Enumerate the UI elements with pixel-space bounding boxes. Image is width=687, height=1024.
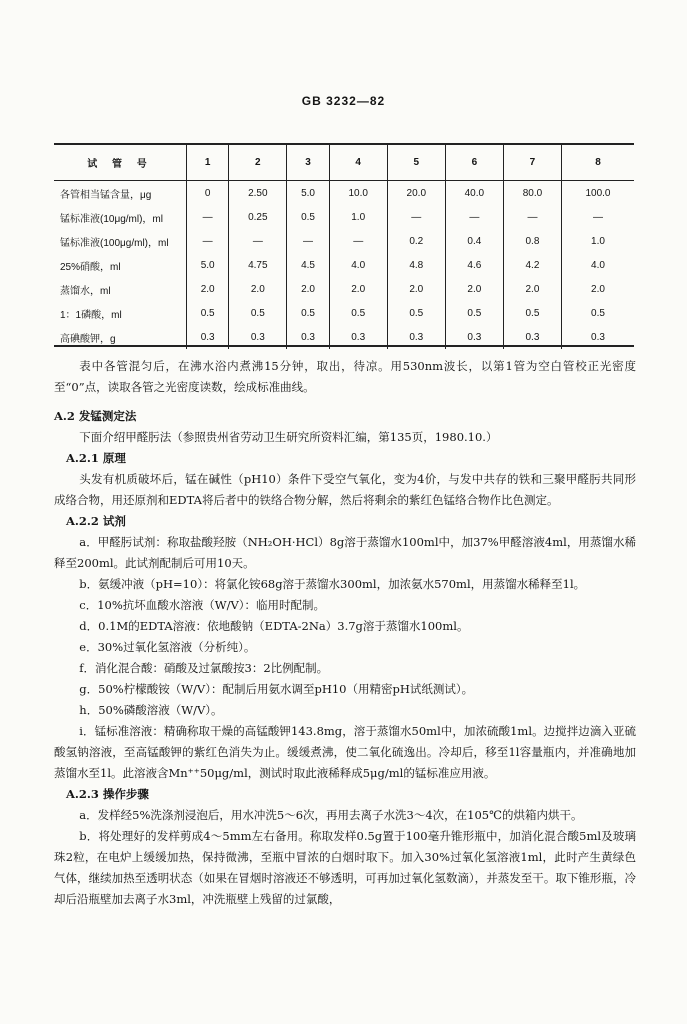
row-label: 高碘酸钾，g	[54, 325, 187, 349]
step-item: a．发样经5%洗涤剂浸泡后，用水冲洗5～6次，再用去离子水洗3～4次，在105℃的烘箱内烘干。	[79, 808, 583, 822]
table-cell: 2.0	[503, 277, 561, 301]
reagent-item: f．消化混合酸：硝酸及过氯酸按3：2比例配制。	[79, 661, 329, 675]
table-row	[54, 205, 634, 229]
table-cell: 2.0	[329, 277, 387, 301]
table-cell: 0.5	[287, 301, 329, 325]
table-cell: 0.3	[287, 325, 329, 349]
table-row	[54, 277, 634, 301]
table-cell: 0.25	[229, 205, 287, 229]
table-cell: —	[187, 229, 229, 253]
column-header-tube-7: 7	[503, 144, 561, 181]
reagent-item: i．锰标准溶液：精确称取干燥的高锰酸钾143.8mg，溶于蒸馏水50ml中，加浓硫酸1ml。边搅拌边滴入亚硫酸氢钠溶液，至高锰酸钾的紫红色消失为止。缓缓煮沸，使二氧化硫逸出。冷却后，移至1l容量瓶内，并准确地加蒸馏水至1l。此溶液含Mn⁺⁺50μg/ml，测试时取此液稀释成5μg/ml的锰标准应用液。	[54, 724, 636, 780]
table-cell: —	[592, 211, 603, 223]
reagent-item: g．50%柠檬酸铵（W/V）：配制后用氨水调至pH10（用精密pH试纸测试）。	[79, 682, 474, 696]
row-label: 25%硝酸，ml	[54, 253, 187, 277]
table-row	[54, 229, 634, 253]
table-cell: 20.0	[387, 181, 445, 206]
column-header-label: 试 管 号	[54, 144, 187, 181]
table-cell: 2.0	[187, 277, 229, 301]
table-cell: —	[329, 229, 387, 253]
step-list	[54, 805, 636, 910]
table-cell: 0.5	[187, 301, 229, 325]
table-cell: 0.8	[503, 229, 561, 253]
table-cell: 2.0	[287, 277, 329, 301]
column-header-tube-1: 1	[187, 144, 229, 181]
table-row	[54, 301, 634, 325]
table-cell: 4.75	[229, 253, 287, 277]
row-label: 1：1磷酸，ml	[54, 301, 187, 325]
section-a2-heading: A.2 发锰测定法	[54, 409, 137, 423]
section-a23-heading: A.2.3 操作步骤	[66, 787, 149, 801]
column-header-tube-4: 4	[329, 144, 387, 181]
table-cell: 2.0	[591, 283, 605, 295]
column-header-tube-6: 6	[445, 144, 503, 181]
table-cell: —	[387, 205, 445, 229]
table-cell: 4.2	[503, 253, 561, 277]
reagent-item: h．50%磷酸溶液（W/V）。	[79, 703, 223, 717]
table-cell: 0.3	[503, 325, 561, 349]
reagent-item: c．10%抗坏血酸水溶液（W/V）：临用时配制。	[79, 598, 326, 612]
table-cell: 0	[187, 181, 229, 206]
table-cell: 0.2	[387, 229, 445, 253]
body-text	[54, 356, 636, 910]
column-header-tube-2: 2	[229, 144, 287, 181]
section-a21-text: 头发有机质破坏后，锰在碱性（pH10）条件下受空气氧化，变为4价，与发中共存的铁和三聚甲醛肟共同形成络合物，用还原剂和EDTA将后者中的铁络合物分解，然后将剩余的紫红色锰络合物作比色测定。	[54, 472, 636, 507]
reagent-item: b．氨缓冲液（pH=10）：将氯化铵68g溶于蒸馏水300ml，加浓氨水570ml，用蒸馏水稀释至1l。	[79, 577, 586, 591]
section-a2-intro: 下面介绍甲醛肟法（参照贵州省劳动卫生研究所资料汇编，第135页，1980.10.）	[79, 430, 498, 444]
table-cell: 100.0	[585, 187, 611, 199]
table-cell: 0.5	[445, 301, 503, 325]
row-label: 各管相当锰含量，μg	[54, 181, 187, 206]
table-cell: —	[503, 205, 561, 229]
column-header-tube-8: 8	[561, 144, 634, 181]
column-header-tube-3: 3	[287, 144, 329, 181]
step-item: b．将处理好的发样剪成4～5mm左右备用。称取发样0.5g置于100毫升锥形瓶中，加消化混合酸5ml及玻璃珠2粒，在电炉上缓缓加热，保持微沸，至瓶中冒浓的白烟时取下。加入30%过氧化氢溶液1ml，此时产生黄绿色气体，继续加热至透明状态（如果在冒烟时溶液还不够透明，可再加过氧化氢数滴），并蒸发至干。取下锥形瓶，冷却后沿瓶壁加去离子水3ml，冲洗瓶壁上残留的过氯酸，	[54, 829, 636, 906]
reagent-item: a．甲醛肟试剂：称取盐酸羟胺（NH₂OH·HCl）8g溶于蒸馏水100ml中，加37%甲醛溶液4ml，用蒸馏水稀释至200ml。此试剂配制后可用10天。	[54, 535, 636, 570]
table-cell: 10.0	[329, 181, 387, 206]
section-a21-heading: A.2.1 原理	[66, 451, 126, 465]
table-cell: —	[187, 205, 229, 229]
table-cell: 0.5	[329, 301, 387, 325]
table-cell: 0.3	[591, 331, 605, 343]
table-cell: 80.0	[503, 181, 561, 206]
column-header-tube-5: 5	[387, 144, 445, 181]
table-cell: —	[287, 229, 329, 253]
table-cell: 1.0	[591, 235, 605, 247]
table-row	[54, 181, 634, 206]
table-cell: 0.5	[287, 205, 329, 229]
table-cell: 0.3	[187, 325, 229, 349]
table-row	[54, 253, 634, 277]
table-cell: 0.3	[445, 325, 503, 349]
table-cell: 2.50	[229, 181, 287, 206]
table-header-row	[54, 144, 634, 181]
row-label: 锰标准液(100μg/ml)，ml	[54, 229, 187, 253]
section-a22-heading: A.2.2 试剂	[66, 514, 126, 528]
table-cell: 0.3	[387, 325, 445, 349]
table-cell: 0.5	[229, 301, 287, 325]
reagent-item: e．30%过氧化氢溶液（分析纯）。	[79, 640, 256, 654]
after-table-paragraph: 表中各管混匀后，在沸水浴内煮沸15分钟，取出，待凉。用530nm波长，以第1管为空白管校正光密度至“0”点，读取各管之光密度读数，绘成标准曲线。	[54, 359, 636, 394]
table-cell: —	[229, 229, 287, 253]
table-cell: 0.5	[591, 307, 605, 319]
table-cell: 4.0	[591, 259, 605, 271]
table-cell: 4.6	[445, 253, 503, 277]
table-cell: 40.0	[445, 181, 503, 206]
table-bottom-rule	[54, 345, 634, 347]
table-cell: 5.0	[187, 253, 229, 277]
table-cell: 1.0	[329, 205, 387, 229]
table-cell: 0.3	[229, 325, 287, 349]
table-cell: 2.0	[387, 277, 445, 301]
row-label: 锰标准液(10μg/ml)，ml	[54, 205, 187, 229]
table-cell: 2.0	[445, 277, 503, 301]
table-cell: 4.0	[329, 253, 387, 277]
table-cell: 0.5	[503, 301, 561, 325]
table-cell: —	[445, 205, 503, 229]
table-cell: 0.5	[387, 301, 445, 325]
table-cell: 2.0	[229, 277, 287, 301]
reagent-item: d．0.1M的EDTA溶液：依地酸钠（EDTA-2Na）3.7g溶于蒸馏水100ml。	[79, 619, 469, 633]
row-label: 蒸馏水，ml	[54, 277, 187, 301]
table-cell: 4.8	[387, 253, 445, 277]
table-cell: 0.3	[329, 325, 387, 349]
table-cell: 4.5	[287, 253, 329, 277]
reagent-list	[54, 532, 636, 784]
page-header: GB 3232—82	[301, 94, 386, 108]
table-cell: 0.4	[445, 229, 503, 253]
table-cell: 5.0	[287, 181, 329, 206]
standard-curve-table	[54, 144, 634, 349]
